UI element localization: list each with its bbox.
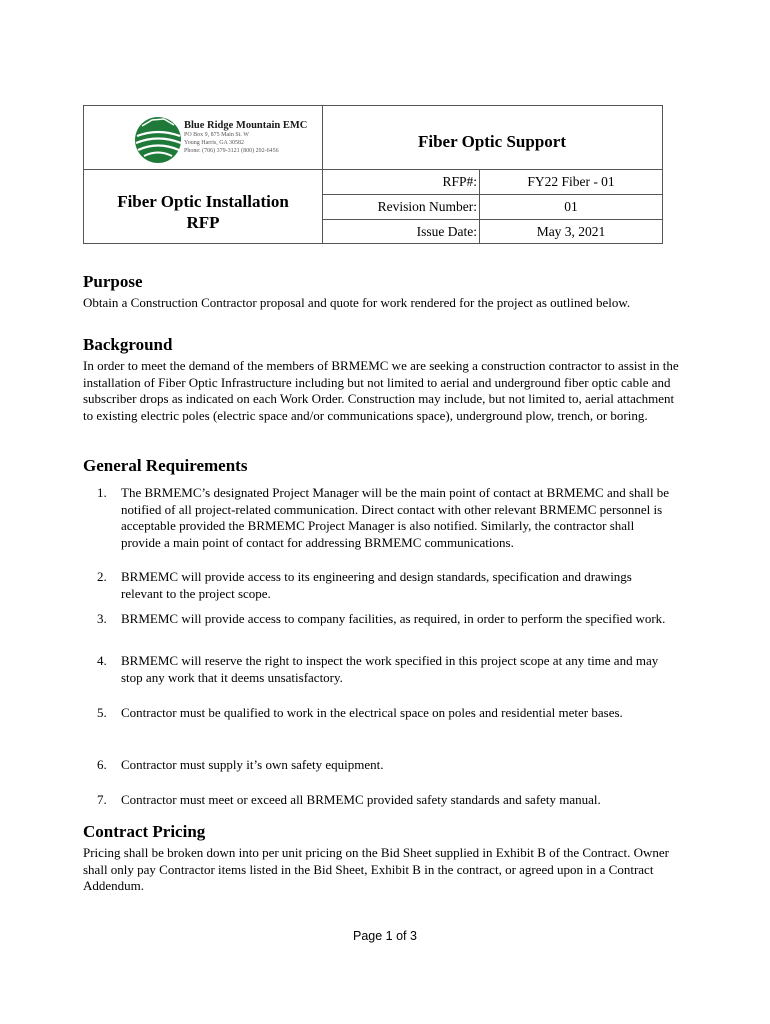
list-item-text: BRMEMC will provide access to company facilities, as required, in order to perform the specified work. xyxy=(121,611,666,626)
revision-number-value: 01 xyxy=(564,199,578,214)
rfp-number-value: FY22 Fiber - 01 xyxy=(527,174,615,189)
list-item-number: 3. xyxy=(97,611,107,626)
purpose-section xyxy=(83,272,683,312)
section-heading: General Requirements xyxy=(83,456,248,475)
section-text: Obtain a Construction Contractor proposal and quote for work rendered for the project as outlined below. xyxy=(83,295,631,310)
company-logo xyxy=(134,114,312,166)
list-item-number: 4. xyxy=(97,653,107,668)
rfp-number-label: RFP#: xyxy=(442,174,477,189)
revision-number-label: Revision Number: xyxy=(377,199,477,214)
logo-emblem-icon xyxy=(134,116,184,166)
list-item-text: BRMEMC will reserve the right to inspect the work specified in this project scope at any time and may stop any work that it deems unsatisfactory. xyxy=(121,653,659,685)
company-address-line: PO Box 9, 875 Main St. W xyxy=(184,132,249,138)
contract-pricing-section xyxy=(83,822,683,895)
general-requirements-section xyxy=(83,456,683,807)
list-item-number: 2. xyxy=(97,569,107,584)
company-name: Blue Ridge Mountain EMC xyxy=(184,120,308,131)
rfp-title-line: RFP xyxy=(186,213,220,232)
company-address-line: Young Harris, GA 30582 xyxy=(184,140,245,146)
list-item-number: 7. xyxy=(97,792,107,807)
list-item-number: 5. xyxy=(97,705,107,720)
document-title: Fiber Optic Support xyxy=(418,132,566,151)
rfp-title xyxy=(84,191,322,233)
list-item-text: Contractor must be qualified to work in the electrical space on poles and residential meter bases. xyxy=(121,705,623,720)
list-item-text: The BRMEMC’s designated Project Manager will be the main point of contact at BRMEMC and shall be notified of all project-related communication. Direct contact with other relevant BRMEMC personnel is acceptable provided the BRMEMC Project Manager is also notified. Similarly, the contractor shall provide a main point of contact for addressing BRMEMC communications. xyxy=(121,485,670,550)
header-table xyxy=(83,105,663,244)
list-item-text: Contractor must meet or exceed all BRMEMC provided safety standards and safety manual. xyxy=(121,792,601,807)
rfp-title-line: Fiber Optic Installation xyxy=(117,192,289,211)
section-heading: Contract Pricing xyxy=(83,822,206,841)
issue-date-value: May 3, 2021 xyxy=(536,224,606,239)
list-item-text: Contractor must supply it’s own safety equipment. xyxy=(121,757,384,772)
list-item-number: 6. xyxy=(97,757,107,772)
section-text: Pricing shall be broken down into per unit pricing on the Bid Sheet supplied in Exhibit B of the Contract. Owner shall only pay Contractor items listed in the Bid Sheet, Exhibit B in the contract, or agreed upon in a Contract Addendum. xyxy=(83,845,669,893)
page-number: Page 1 of 3 xyxy=(353,929,417,943)
background-section xyxy=(83,335,683,424)
section-text: In order to meet the demand of the members of BRMEMC we are seeking a construction contractor to assist in the installation of Fiber Optic Infrastructure including but not limited to aerial and underground fiber optic cable and subscriber drops as indicated on each Work Order. Construction may include, but not limited to, aerial attachment to existing electric poles (electric space and/or communications space), underground plow, trench, or boring. xyxy=(83,358,679,423)
list-item-number: 1. xyxy=(97,485,107,500)
section-heading: Purpose xyxy=(83,272,143,291)
section-heading: Background xyxy=(83,335,173,354)
issue-date-label: Issue Date: xyxy=(416,224,477,239)
company-phone-line: Phone: (706) 379-3121 (800) 292-6456 xyxy=(184,148,279,154)
list-item-text: BRMEMC will provide access to its engineering and design standards, specification and drawings relevant to the project scope. xyxy=(121,569,632,601)
